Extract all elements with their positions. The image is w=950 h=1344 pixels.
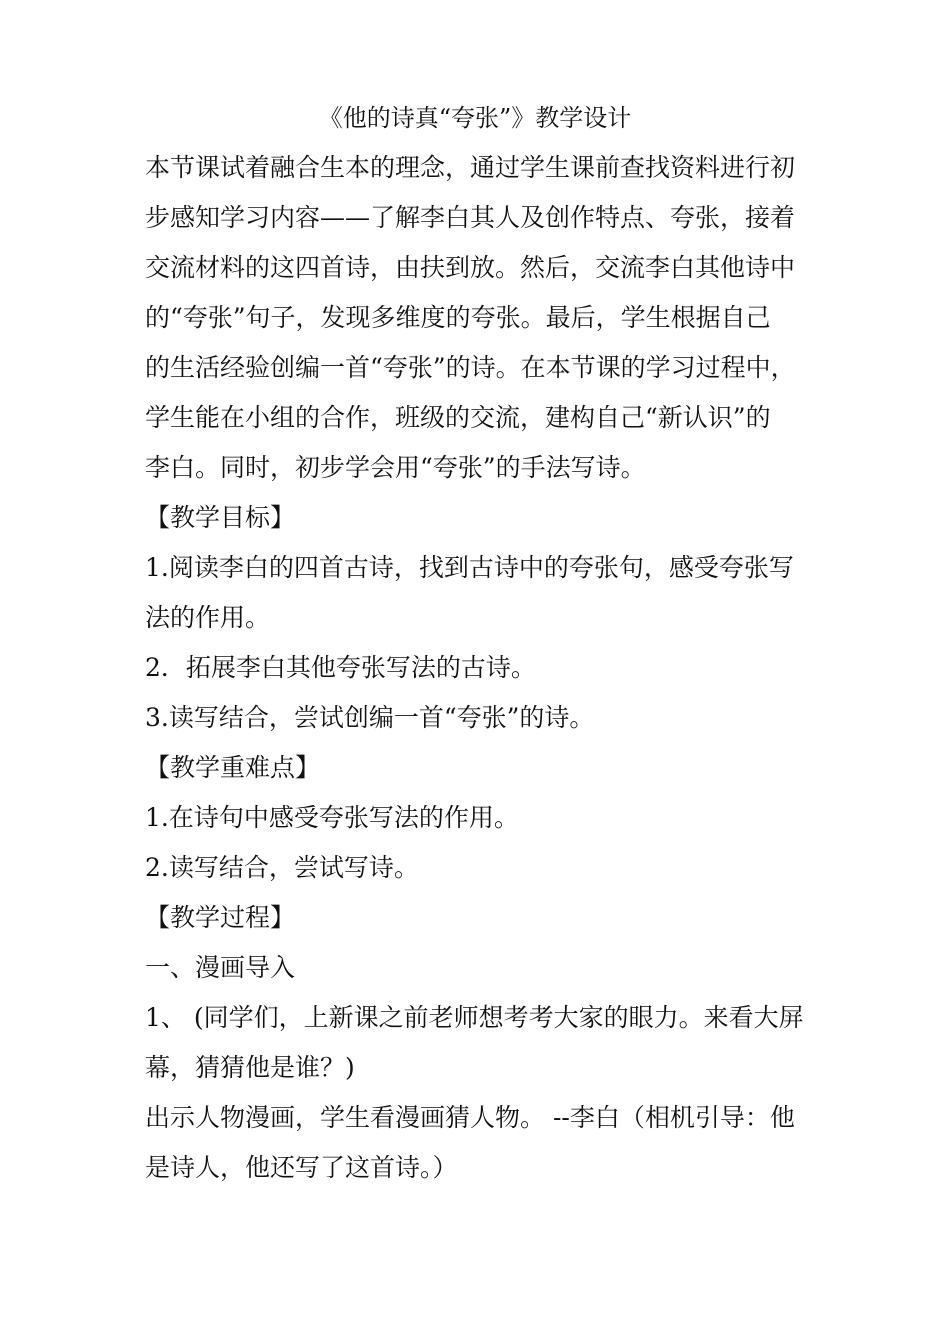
process-heading: 【教学过程】 (145, 903, 296, 932)
intro-line: 的“夸张”句子，发现多维度的夸张。最后，学生根据自己 (145, 303, 771, 332)
step-text: 出示人物漫画，学生看漫画猜人物。 --李白（相机引导：他 (145, 1103, 795, 1132)
intro-line: 交流材料的这四首诗，由扶到放。然后，交流李白其他诗中 (145, 253, 796, 282)
intro-line: 本节课试着融合生本的理念，通过学生课前查找资料进行初 (145, 153, 796, 182)
goal-item-continued: 法的作用。 (145, 603, 271, 632)
key-points-heading: 【教学重难点】 (145, 753, 321, 782)
intro-line: 李白。同时，初步学会用“夸张”的手法写诗。 (145, 453, 646, 482)
intro-line: 的生活经验创编一首“夸张”的诗。在本节课的学习过程中， (145, 353, 796, 382)
goal-item: 1.阅读李白的四首古诗，找到古诗中的夸张句，感受夸张写 (145, 553, 794, 582)
goal-item: 2．拓展李白其他夸张写法的古诗。 (145, 653, 536, 682)
goal-item: 3.读写结合，尝试创编一首“夸张”的诗。 (145, 703, 595, 732)
key-point-item: 1.在诗句中感受夸张写法的作用。 (145, 803, 519, 832)
step-text: 幕，猜猜他是谁？) (145, 1053, 355, 1082)
document-title: 《他的诗真“夸张”》教学设计 (318, 104, 632, 132)
goals-heading: 【教学目标】 (145, 503, 296, 532)
step-text: 1、 (同学们，上新课之前老师想考考大家的眼力。来看大屏 (145, 1003, 804, 1032)
intro-line: 学生能在小组的合作，班级的交流，建构自己“新认识”的 (145, 403, 771, 432)
intro-line: 步感知学习内容——了解李白其人及创作特点、夸张，接着 (145, 203, 796, 232)
section-heading: 一、漫画导入 (145, 953, 296, 982)
step-text: 是诗人，他还写了这首诗。） (145, 1153, 458, 1182)
key-point-item: 2.读写结合，尝试写诗。 (145, 853, 419, 882)
